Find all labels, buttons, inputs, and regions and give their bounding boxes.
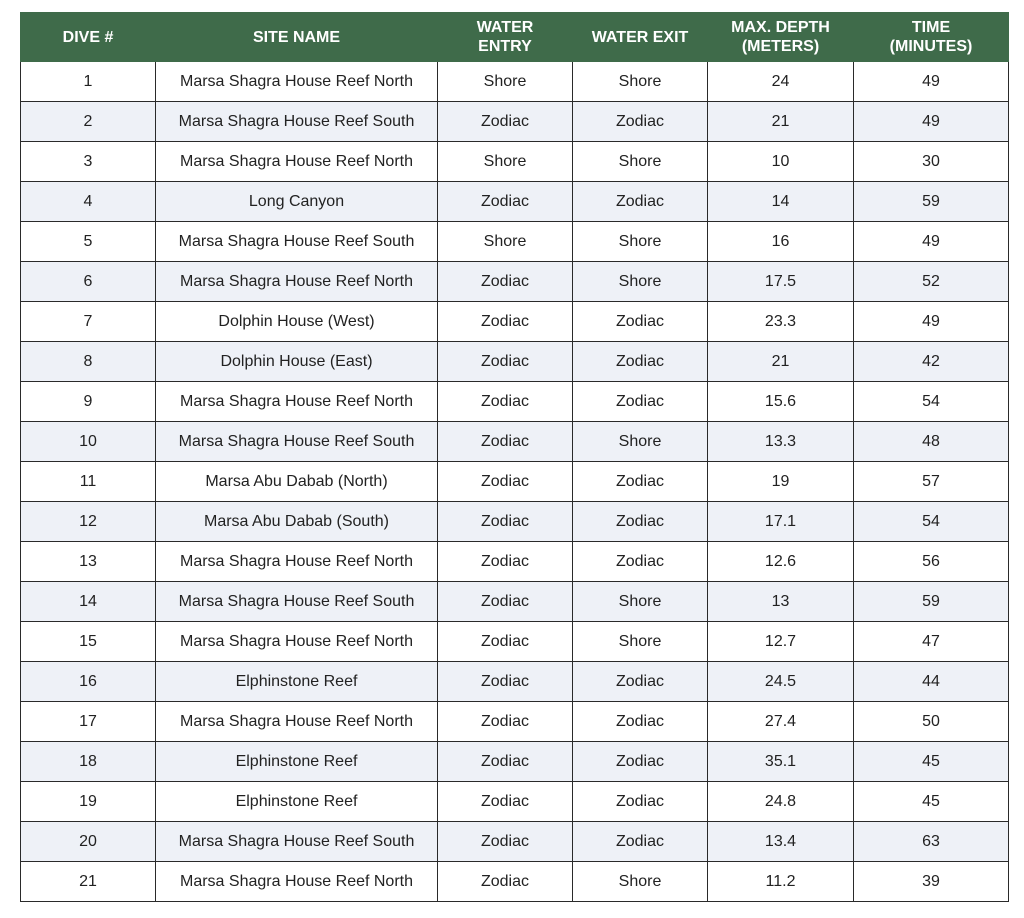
cell-max-depth: 14 [708,182,854,222]
cell-site-name: Marsa Shagra House Reef North [156,542,438,582]
cell-site-name: Elphinstone Reef [156,662,438,702]
header-site-name [156,13,438,62]
table-row [21,622,1009,662]
cell-max-depth: 19 [708,462,854,502]
cell-dive-number: 3 [21,142,156,182]
cell-dive-number: 9 [21,382,156,422]
cell-water-entry: Zodiac [438,742,573,782]
cell-dive-number: 5 [21,222,156,262]
cell-water-exit: Shore [573,622,708,662]
cell-water-entry: Shore [438,62,573,102]
cell-water-exit: Zodiac [573,542,708,582]
cell-max-depth: 35.1 [708,742,854,782]
cell-water-exit: Shore [573,142,708,182]
header-time-line1: TIME [911,19,951,36]
cell-dive-number: 19 [21,782,156,822]
cell-dive-number: 14 [21,582,156,622]
table-row [21,582,1009,622]
cell-site-name: Marsa Shagra House Reef North [156,382,438,422]
cell-dive-number: 16 [21,662,156,702]
cell-site-name: Marsa Shagra House Reef South [156,582,438,622]
table-row [21,102,1009,142]
cell-dive-number: 13 [21,542,156,582]
cell-time: 54 [854,502,1009,542]
cell-max-depth: 21 [708,102,854,142]
cell-water-exit: Zodiac [573,782,708,822]
cell-water-exit: Zodiac [573,382,708,422]
header-water-exit [573,13,708,62]
cell-max-depth: 15.6 [708,382,854,422]
cell-dive-number: 1 [21,62,156,102]
cell-dive-number: 7 [21,302,156,342]
cell-site-name: Marsa Shagra House Reef North [156,702,438,742]
cell-water-exit: Shore [573,422,708,462]
cell-water-entry: Zodiac [438,782,573,822]
cell-site-name: Marsa Shagra House Reef South [156,822,438,862]
cell-site-name: Marsa Shagra House Reef North [156,62,438,102]
cell-water-entry: Zodiac [438,702,573,742]
cell-water-exit: Shore [573,582,708,622]
cell-dive-number: 18 [21,742,156,782]
cell-site-name: Long Canyon [156,182,438,222]
cell-water-exit: Zodiac [573,702,708,742]
cell-water-entry: Zodiac [438,102,573,142]
cell-max-depth: 13.3 [708,422,854,462]
table-body [21,62,1009,902]
cell-water-entry: Zodiac [438,182,573,222]
table-row [21,822,1009,862]
cell-water-entry: Zodiac [438,662,573,702]
cell-water-entry: Zodiac [438,622,573,662]
cell-max-depth: 24 [708,62,854,102]
table-row [21,342,1009,382]
cell-time: 56 [854,542,1009,582]
cell-water-exit: Zodiac [573,822,708,862]
header-water-entry [438,13,573,62]
cell-time: 44 [854,662,1009,702]
table-row [21,182,1009,222]
header-time-line2: (MINUTES) [889,38,973,55]
cell-dive-number: 12 [21,502,156,542]
cell-dive-number: 2 [21,102,156,142]
table-row [21,62,1009,102]
cell-water-exit: Zodiac [573,182,708,222]
cell-time: 50 [854,702,1009,742]
cell-water-entry: Shore [438,222,573,262]
cell-site-name: Dolphin House (West) [156,302,438,342]
cell-water-exit: Zodiac [573,662,708,702]
cell-water-entry: Zodiac [438,302,573,342]
cell-water-entry: Zodiac [438,262,573,302]
cell-max-depth: 27.4 [708,702,854,742]
table-row [21,862,1009,902]
cell-site-name: Elphinstone Reef [156,782,438,822]
cell-water-entry: Zodiac [438,822,573,862]
dive-log-table-container [20,12,1008,902]
header-dive-number-label: DIVE # [62,28,114,46]
cell-site-name: Marsa Shagra House Reef South [156,222,438,262]
cell-water-exit: Zodiac [573,742,708,782]
cell-site-name: Marsa Shagra House Reef North [156,262,438,302]
cell-max-depth: 16 [708,222,854,262]
cell-site-name: Elphinstone Reef [156,742,438,782]
header-max-depth-line1: MAX. DEPTH [731,19,830,36]
cell-max-depth: 17.5 [708,262,854,302]
cell-dive-number: 6 [21,262,156,302]
table-row [21,542,1009,582]
cell-water-exit: Zodiac [573,342,708,382]
cell-max-depth: 17.1 [708,502,854,542]
header-row [21,13,1009,62]
table-row [21,262,1009,302]
cell-water-exit: Shore [573,862,708,902]
cell-max-depth: 24.5 [708,662,854,702]
cell-max-depth: 12.6 [708,542,854,582]
cell-time: 42 [854,342,1009,382]
cell-max-depth: 10 [708,142,854,182]
cell-time: 59 [854,582,1009,622]
cell-time: 30 [854,142,1009,182]
header-max-depth [708,13,854,62]
table-row [21,422,1009,462]
cell-time: 52 [854,262,1009,302]
table-row [21,382,1009,422]
cell-water-exit: Shore [573,262,708,302]
cell-time: 39 [854,862,1009,902]
cell-site-name: Marsa Shagra House Reef North [156,622,438,662]
cell-time: 45 [854,742,1009,782]
header-dive-number [21,13,156,62]
cell-dive-number: 8 [21,342,156,382]
header-max-depth-line2: (METERS) [741,38,820,55]
cell-site-name: Marsa Abu Dabab (South) [156,502,438,542]
cell-time: 49 [854,62,1009,102]
cell-water-entry: Zodiac [438,422,573,462]
cell-site-name: Marsa Shagra House Reef South [156,422,438,462]
table-row [21,222,1009,262]
cell-time: 47 [854,622,1009,662]
cell-water-entry: Zodiac [438,862,573,902]
cell-time: 48 [854,422,1009,462]
header-site-name-label: SITE NAME [252,28,341,46]
table-row [21,302,1009,342]
table-row [21,142,1009,182]
header-water-exit-label: WATER EXIT [591,28,689,46]
cell-max-depth: 21 [708,342,854,382]
header-water-entry-line2: ENTRY [478,38,532,55]
table-row [21,502,1009,542]
cell-dive-number: 11 [21,462,156,502]
cell-water-exit: Shore [573,62,708,102]
header-time [854,13,1009,62]
cell-max-depth: 12.7 [708,622,854,662]
cell-dive-number: 17 [21,702,156,742]
cell-dive-number: 21 [21,862,156,902]
table-row [21,462,1009,502]
cell-water-entry: Shore [438,142,573,182]
cell-time: 45 [854,782,1009,822]
cell-time: 49 [854,222,1009,262]
cell-dive-number: 4 [21,182,156,222]
cell-dive-number: 20 [21,822,156,862]
cell-water-entry: Zodiac [438,502,573,542]
cell-site-name: Marsa Shagra House Reef North [156,142,438,182]
cell-water-exit: Zodiac [573,102,708,142]
dive-log-table [20,12,1009,902]
cell-time: 54 [854,382,1009,422]
cell-water-entry: Zodiac [438,342,573,382]
cell-max-depth: 23.3 [708,302,854,342]
table-row [21,742,1009,782]
cell-water-exit: Shore [573,222,708,262]
cell-water-exit: Zodiac [573,502,708,542]
cell-max-depth: 13.4 [708,822,854,862]
cell-water-exit: Zodiac [573,462,708,502]
cell-site-name: Marsa Shagra House Reef South [156,102,438,142]
cell-time: 57 [854,462,1009,502]
cell-site-name: Marsa Shagra House Reef North [156,862,438,902]
cell-water-exit: Zodiac [573,302,708,342]
cell-max-depth: 13 [708,582,854,622]
cell-water-entry: Zodiac [438,542,573,582]
cell-max-depth: 11.2 [708,862,854,902]
cell-time: 63 [854,822,1009,862]
cell-site-name: Marsa Abu Dabab (North) [156,462,438,502]
table-row [21,782,1009,822]
cell-water-entry: Zodiac [438,462,573,502]
cell-dive-number: 10 [21,422,156,462]
cell-water-entry: Zodiac [438,582,573,622]
cell-time: 49 [854,102,1009,142]
cell-dive-number: 15 [21,622,156,662]
table-header [21,13,1009,62]
cell-max-depth: 24.8 [708,782,854,822]
cell-site-name: Dolphin House (East) [156,342,438,382]
table-row [21,702,1009,742]
cell-time: 59 [854,182,1009,222]
cell-time: 49 [854,302,1009,342]
table-row [21,662,1009,702]
cell-water-entry: Zodiac [438,382,573,422]
header-water-entry-line1: WATER [476,19,534,36]
